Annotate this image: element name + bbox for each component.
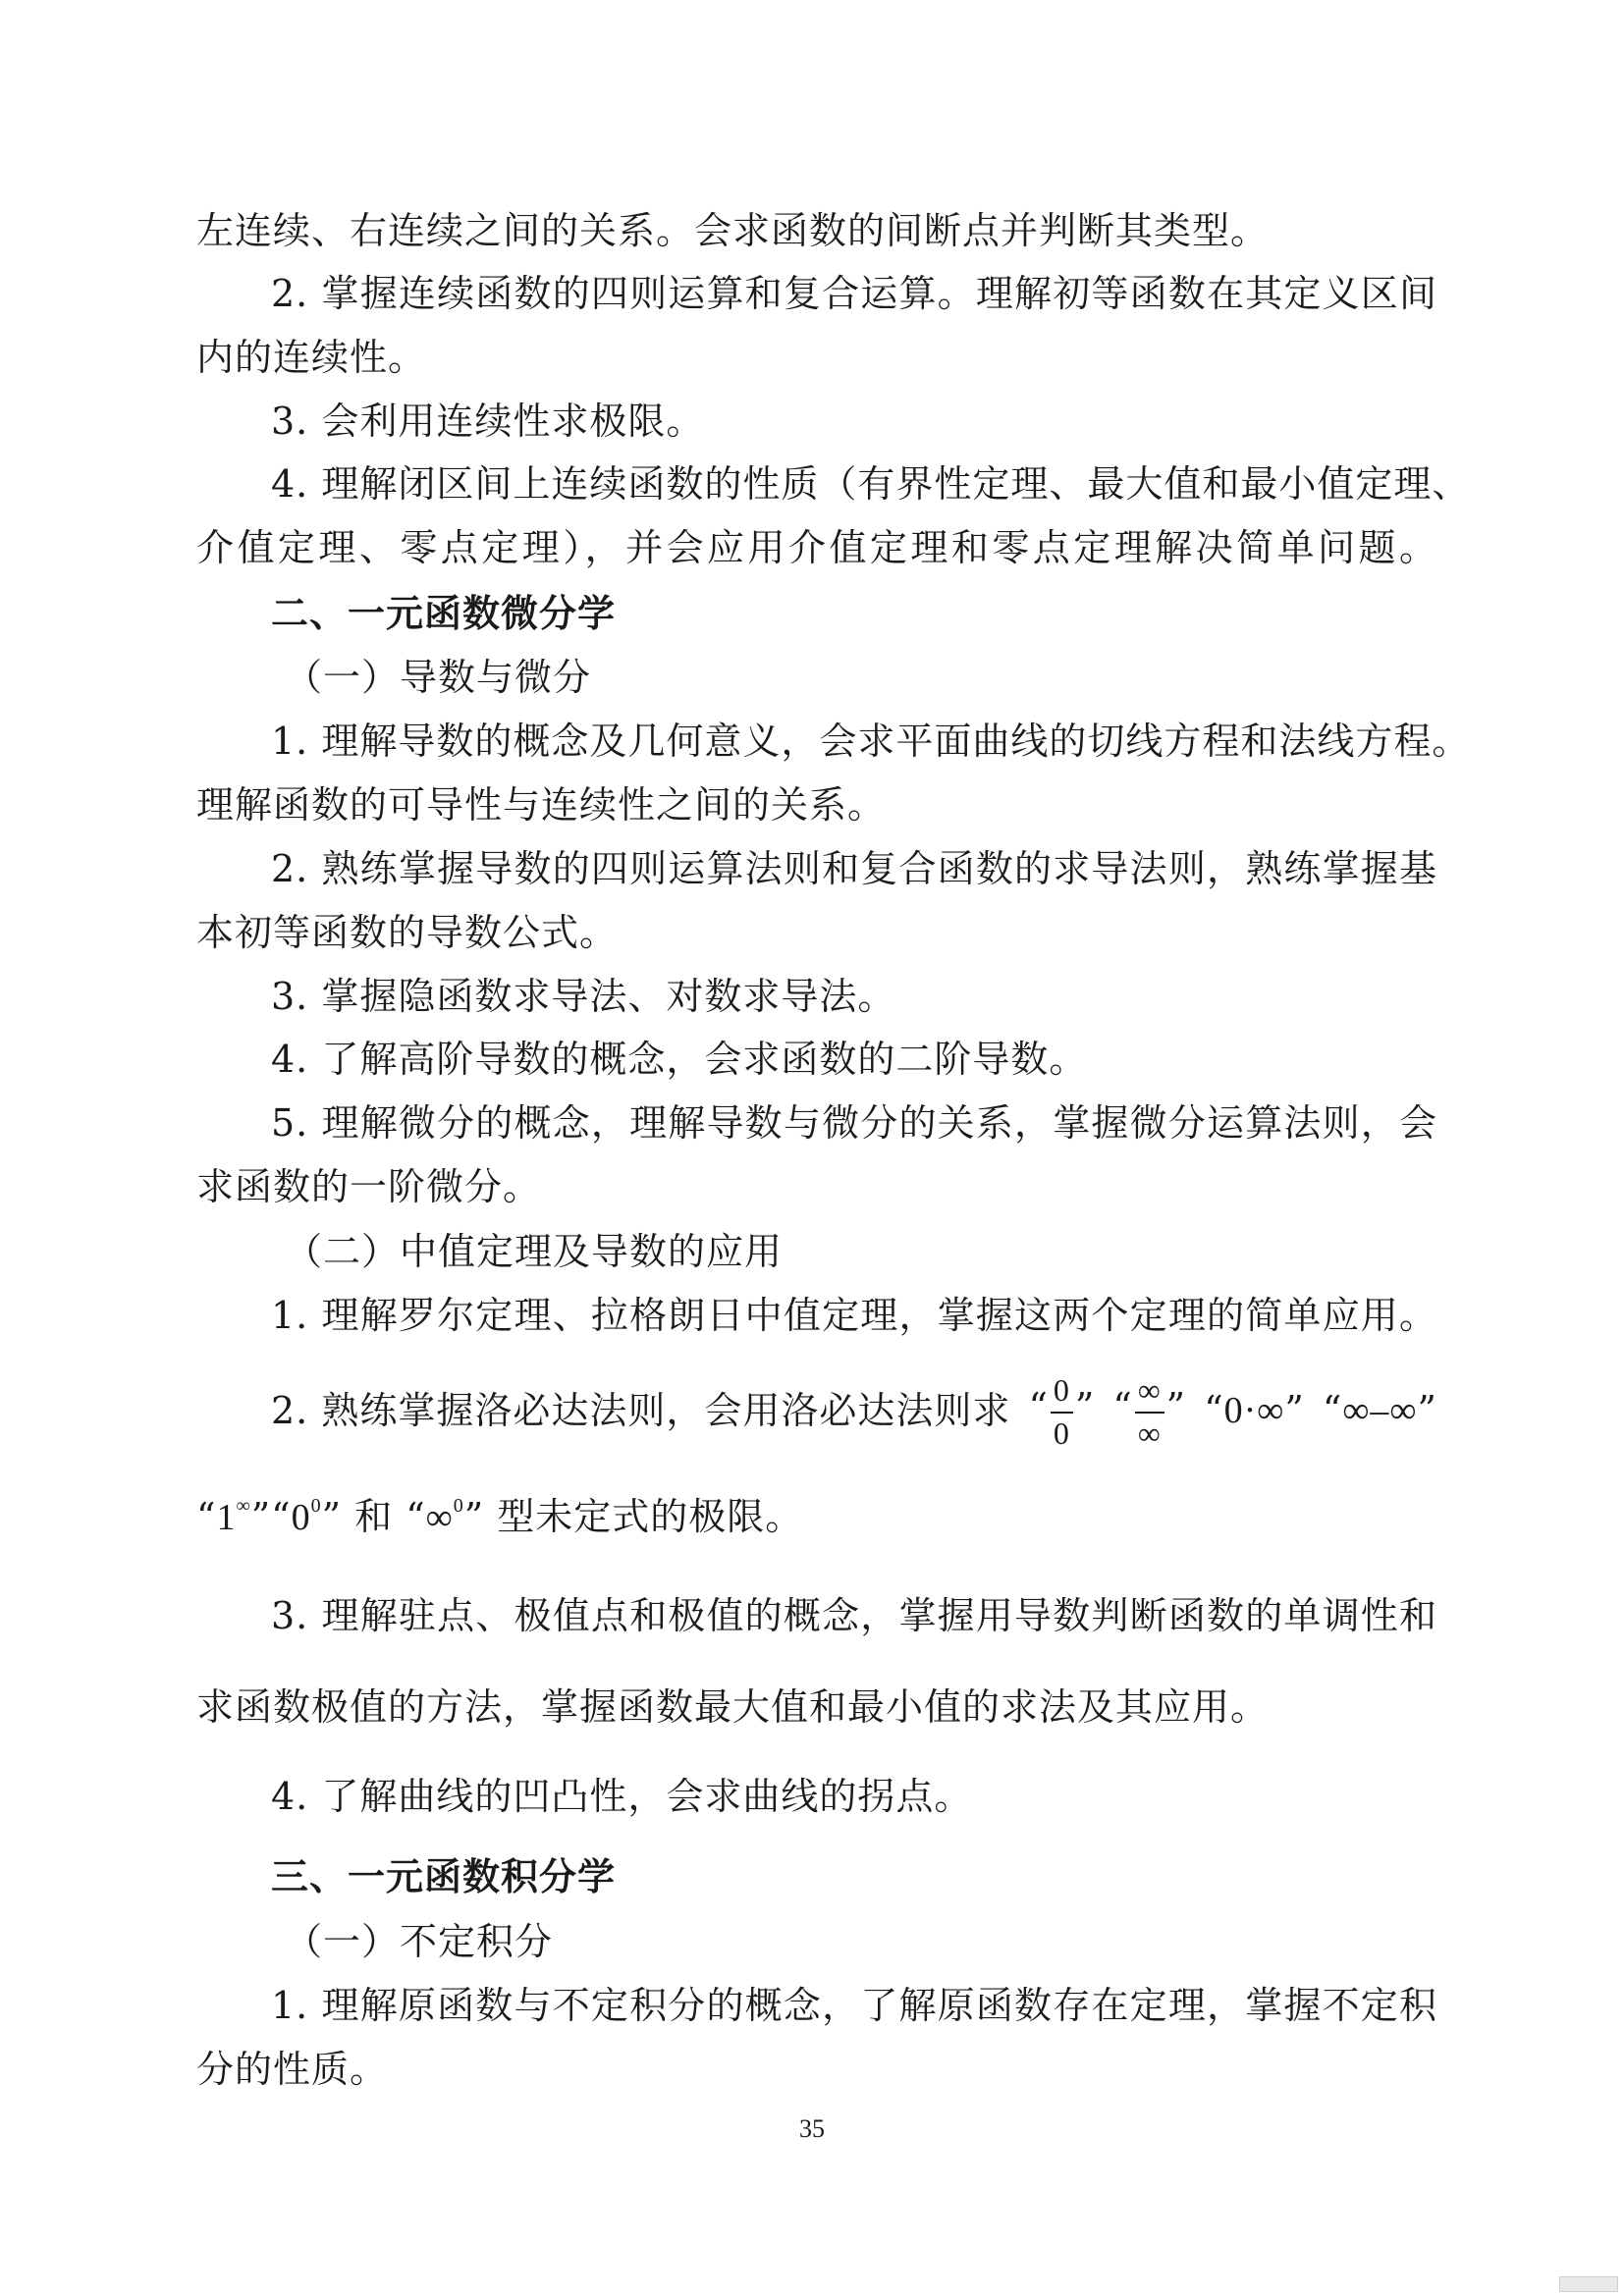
math-exponent: 0 <box>310 1495 322 1518</box>
subsection-heading: （一）导数与微分 <box>285 656 592 699</box>
fraction-zero-zero <box>1051 1374 1073 1450</box>
quote-close: ” <box>1165 1385 1187 1429</box>
section-heading: 二、一元函数微分学 <box>271 592 617 635</box>
quote-close: ” <box>463 1495 485 1538</box>
quote-close: ” <box>1417 1388 1437 1432</box>
formula-item-inf-minus-inf <box>1322 1388 1437 1432</box>
formula-item-zero-over-zero <box>1028 1372 1096 1451</box>
paragraph-line-with-formulas <box>271 1372 1437 1451</box>
quote-open: “ <box>406 1495 426 1538</box>
formula-item-inf-over-inf <box>1112 1372 1187 1451</box>
paragraph-line: 求函数极值的方法，掌握函数最大值和最小值的求法及其应用。 <box>196 1685 1270 1729</box>
paragraph-line: 5. 理解微分的概念，理解导数与微分的关系，掌握微分运算法则，会 <box>271 1101 1437 1145</box>
paragraph-line: 3. 掌握隐函数求导法、对数求导法。 <box>271 975 896 1018</box>
math-base: 0 <box>291 1497 311 1538</box>
math-base: ∞ <box>425 1497 454 1538</box>
math-expression <box>216 1497 250 1538</box>
quote-open: “ <box>1322 1388 1343 1432</box>
math-expression <box>426 1497 464 1538</box>
math-exponent: ∞ <box>236 1495 251 1518</box>
paragraph-line: 本初等函数的导数公式。 <box>196 911 619 954</box>
quote-open: “ <box>271 1495 292 1538</box>
paragraph-line: 1. 理解罗尔定理、拉格朗日中值定理，掌握这两个定理的简单应用。 <box>271 1294 1437 1337</box>
paragraph-line: 介值定理、零点定理），并会应用介值定理和零点定理解决简单问题。 <box>196 526 1437 569</box>
quote-open: “ <box>196 1495 217 1538</box>
paragraph-line: 2. 掌握连续函数的四则运算和复合运算。理解初等函数在其定义区间 <box>271 272 1437 315</box>
fraction-denominator: 0 <box>1053 1415 1070 1451</box>
paragraph-line: 理解函数的可导性与连续性之间的关系。 <box>196 783 887 827</box>
math-base: 1 <box>216 1497 237 1538</box>
paragraph-line: 分的性质。 <box>196 2048 389 2091</box>
formula-lead-text: 2. 熟练掌握洛必达法则，会用洛必达法则求 <box>271 1388 1011 1432</box>
quote-close: ” <box>1284 1388 1305 1432</box>
fraction-inf-inf <box>1135 1374 1164 1450</box>
corner-watermark <box>1559 2276 1618 2292</box>
quote-open: “ <box>1204 1388 1224 1432</box>
section-heading: 三、一元函数积分学 <box>271 1855 617 1898</box>
paragraph-line-with-formulas <box>196 1495 1437 1538</box>
fraction-numerator: 0 <box>1051 1374 1073 1414</box>
math-expression <box>292 1497 322 1538</box>
quote-open: “ <box>1112 1385 1133 1429</box>
formula-item-zero-times-inf <box>1204 1388 1305 1432</box>
paragraph-line: 1. 理解原函数与不定积分的概念，了解原函数存在定理，掌握不定积 <box>271 1984 1437 2027</box>
fraction-numerator: ∞ <box>1135 1374 1164 1414</box>
paragraph-line: 1. 理解导数的概念及几何意义，会求平面曲线的切线方程和法线方程。 <box>271 720 1471 763</box>
paragraph-line: 3. 会利用连续性求极限。 <box>271 400 705 443</box>
quote-open: “ <box>1028 1385 1049 1429</box>
subsection-heading: （一）不定积分 <box>285 1920 554 1963</box>
trailing-text: 型未定式的极限。 <box>497 1495 804 1538</box>
paragraph-line: 2. 熟练掌握导数的四则运算法则和复合函数的求导法则，熟练掌握基 <box>271 847 1437 890</box>
paragraph-line: 3. 理解驻点、极值点和极值的概念，掌握用导数判断函数的单调性和 <box>271 1594 1437 1637</box>
quote-close: ” <box>250 1495 272 1538</box>
math-expression: 0·∞ <box>1223 1390 1285 1432</box>
quote-close: ” <box>1074 1385 1096 1429</box>
math-exponent: 0 <box>453 1495 464 1518</box>
page-number: 35 <box>799 2114 825 2143</box>
paragraph-line: 求函数的一阶微分。 <box>196 1165 542 1208</box>
fraction-denominator: ∞ <box>1137 1415 1162 1451</box>
paragraph-line: 4. 了解高阶导数的概念，会求函数的二阶导数。 <box>271 1038 1088 1081</box>
paragraph-line: 4. 了解曲线的凹凸性，会求曲线的拐点。 <box>271 1775 973 1818</box>
quote-close: ” <box>321 1495 343 1538</box>
paragraph-line: 4. 理解闭区间上连续函数的性质（有界性定理、最大值和最小值定理、 <box>271 462 1471 506</box>
paragraph-line: 左连续、右连续之间的关系。会求函数的间断点并判断其类型。 <box>196 209 1270 252</box>
paragraph-line: 内的连续性。 <box>196 336 427 379</box>
math-expression: ∞–∞ <box>1342 1390 1418 1432</box>
subsection-heading: （二）中值定理及导数的应用 <box>285 1230 784 1273</box>
connector-text: 和 <box>354 1495 394 1538</box>
